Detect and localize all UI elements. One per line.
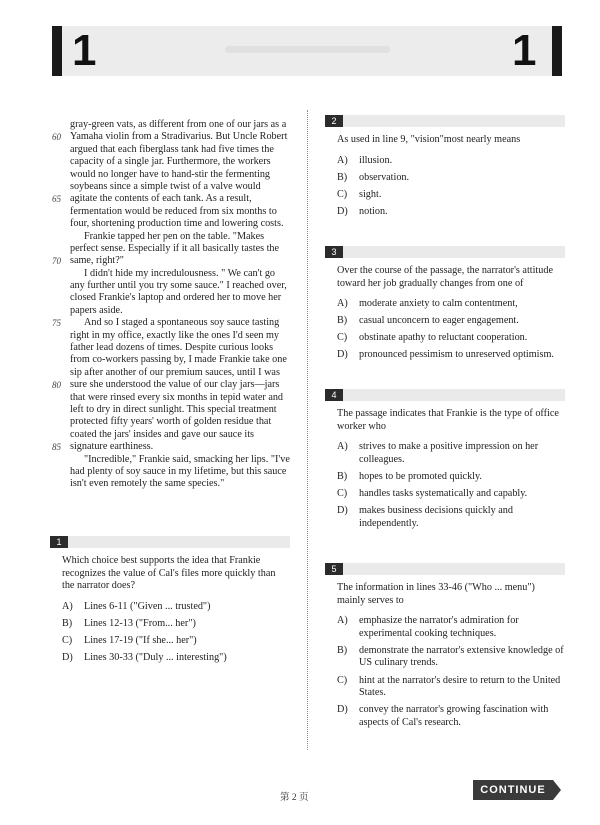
choice-text: illusion. <box>359 154 393 166</box>
choice-letter: B) <box>337 470 348 482</box>
passage-line <box>70 268 296 280</box>
choice-text: pronounced pessimism to unreserved optimism. <box>359 349 554 361</box>
passage-line <box>70 429 296 441</box>
question-number: 2 <box>325 115 343 127</box>
question-number-bar <box>325 389 565 401</box>
choice-letter: A) <box>337 441 348 453</box>
question-stem: Which choice best supports the idea that Frankie recognizes the value of Cal's files more quickly than the narrator does? <box>62 555 276 592</box>
question-number: 1 <box>50 536 68 548</box>
question-1 <box>50 536 297 669</box>
passage-line-text: signature earthiness. <box>70 441 154 453</box>
passage-line-text: sure she understood the value of our clay jars—jars <box>70 379 280 391</box>
choice-letter: A) <box>337 615 348 627</box>
choice-text: sight. <box>359 188 382 200</box>
choice-letter: B) <box>337 644 348 656</box>
answer-choice[interactable] <box>337 349 572 362</box>
answer-choice[interactable] <box>337 155 572 168</box>
choice-letter: D) <box>337 205 348 217</box>
question-3 <box>325 246 572 367</box>
choice-letter: C) <box>337 487 348 499</box>
passage-line-text: coated the jars' insides and gave our sauce its <box>70 428 255 440</box>
passage-line-text: same, right?" <box>70 255 124 267</box>
passage-line <box>70 454 296 466</box>
passage-line <box>70 169 296 181</box>
question-number: 5 <box>325 563 343 575</box>
passage-line <box>70 367 296 379</box>
passage-line <box>70 478 296 490</box>
choice-text: Lines 6-11 ("Given ... trusted") <box>84 600 211 612</box>
question-2 <box>325 115 572 223</box>
passage-line-text: papers aside. <box>70 304 123 316</box>
choice-letter: A) <box>62 600 73 612</box>
passage-line-text: And so I staged a spontaneous soy sauce tasting <box>84 317 280 329</box>
question-5 <box>325 563 572 734</box>
passage-line-text: from co-workers passing by, I made Frankie take one <box>70 354 287 366</box>
continue-arrow-icon <box>553 780 561 800</box>
passage-line <box>52 441 296 453</box>
passage-line-text: would no longer have to hand-stir the fermenting <box>70 168 271 180</box>
choice-letter: A) <box>337 154 348 166</box>
answer-choices <box>325 441 572 530</box>
reading-passage <box>52 119 296 491</box>
passage-line-text: fermentation would be reduced from six months to <box>70 205 277 217</box>
passage-line-text: argued that each fiberglass tank had five times the <box>70 143 274 155</box>
choice-letter: D) <box>337 505 348 517</box>
passage-line-text: protected fifty years' worth of golden residue that <box>70 416 272 428</box>
answer-choice[interactable] <box>337 645 572 670</box>
answer-choice[interactable] <box>337 675 572 700</box>
answer-choice[interactable] <box>337 615 572 640</box>
passage-line <box>70 330 296 342</box>
section-header-left-bar <box>52 26 62 76</box>
question-number-bar <box>325 563 565 575</box>
choice-text: obstinate apathy to reluctant cooperation. <box>359 332 528 344</box>
question-number: 4 <box>325 389 343 401</box>
section-header-right-bar <box>552 26 562 76</box>
choice-letter: B) <box>337 315 348 327</box>
passage-line <box>70 156 296 168</box>
passage-line <box>70 404 296 416</box>
answer-choice[interactable] <box>337 332 572 345</box>
line-number: 65 <box>52 194 61 205</box>
column-divider <box>307 110 308 750</box>
answer-choice[interactable] <box>337 315 572 328</box>
answer-choice[interactable] <box>337 704 572 729</box>
line-number: 80 <box>52 380 61 391</box>
choice-text: casual unconcern to eager engagement. <box>359 315 519 327</box>
passage-line <box>52 317 296 329</box>
continue-button[interactable] <box>473 780 561 800</box>
choice-text: notion. <box>359 205 388 217</box>
choice-letter: B) <box>62 617 73 629</box>
line-number: 85 <box>52 442 61 453</box>
passage-line <box>70 416 296 428</box>
passage-line-text: four, shortening production time and lowering costs. <box>70 218 284 230</box>
passage-line-text: gray-green vats, as different from one of our jars as a <box>70 119 287 130</box>
answer-choice[interactable] <box>62 635 297 648</box>
continue-label[interactable]: CONTINUE <box>473 780 553 800</box>
choice-letter: D) <box>337 349 348 361</box>
passage-line-text: closed Frankie's laptop and ordered her to move her <box>70 292 282 304</box>
passage-line <box>52 255 296 267</box>
answer-choices <box>325 298 572 362</box>
passage-line <box>70 243 296 255</box>
answer-choice[interactable] <box>337 441 572 466</box>
question-stem: Over the course of the passage, the narrator's attitude toward her job gradually changes from one of <box>337 265 553 289</box>
passage-line-text: isn't even remotely the same species." <box>70 478 225 490</box>
question-number-bar <box>325 115 565 127</box>
choice-text: Lines 17-19 ("If she... her") <box>84 634 197 646</box>
choice-letter: D) <box>62 652 73 664</box>
answer-choice[interactable] <box>62 618 297 631</box>
passage-line <box>52 379 296 391</box>
passage-line-text: perfect sense. Especially if it all basically tastes the <box>70 242 280 254</box>
choice-text: hint at the narrator's desire to return to the United States. <box>359 674 561 699</box>
passage-line <box>70 231 296 243</box>
passage-line-text: capacity of a single jar. Furthermore, the workers <box>70 156 271 168</box>
answer-choice[interactable] <box>337 298 572 311</box>
choice-letter: C) <box>337 332 348 344</box>
passage-line <box>70 466 296 478</box>
choice-letter: C) <box>337 188 348 200</box>
header-center-strip <box>225 46 390 53</box>
passage-line <box>70 354 296 366</box>
passage-line <box>70 206 296 218</box>
answer-choice[interactable] <box>337 206 572 219</box>
choice-text: strives to make a positive impression on her colleagues. <box>359 441 539 465</box>
choice-letter: C) <box>337 674 348 686</box>
choice-letter: C) <box>62 634 73 646</box>
question-4 <box>325 389 572 535</box>
passage-line <box>70 305 296 317</box>
choice-text: convey the narrator's growing fascination with aspects of Cal's research. <box>359 704 549 728</box>
passage-line-text: right in my office, exactly like the ones I'd seen my <box>70 329 280 341</box>
answer-choices <box>50 601 297 665</box>
choice-text: handles tasks systematically and capably. <box>359 487 528 499</box>
answer-choices <box>325 155 572 219</box>
choice-text: Lines 12-13 ("From... her") <box>84 617 196 629</box>
choice-text: demonstrate the narrator's extensive knowledge of US culinary trends. <box>359 644 564 669</box>
section-number-right: 1 <box>512 26 537 75</box>
choice-letter: B) <box>337 171 348 183</box>
question-stem: The passage indicates that Frankie is the type of office worker who <box>337 408 559 432</box>
passage-line-text: father lead dozens of times. Despite curious looks <box>70 342 274 354</box>
passage-line <box>70 342 296 354</box>
passage-line-text: left to dry in direct sunlight. This special treatment <box>70 403 277 415</box>
answer-choice[interactable] <box>337 471 572 484</box>
choice-letter: A) <box>337 298 348 310</box>
line-number: 60 <box>52 132 61 143</box>
passage-line-text: had plenty of soy sauce in my lifetime, but this sauce <box>70 465 287 477</box>
passage-line-text: that were rinsed every six months in tepid water and <box>70 391 284 403</box>
choice-text: makes business decisions quickly and independently. <box>359 505 513 529</box>
choice-text: moderate anxiety to calm contentment, <box>359 298 518 310</box>
choice-text: observation. <box>359 171 410 183</box>
choice-text: hopes to be promoted quickly. <box>359 470 482 482</box>
passage-line-text: Frankie tapped her pen on the table. "Makes <box>84 230 265 242</box>
passage-line <box>70 392 296 404</box>
passage-line <box>52 131 296 143</box>
passage-line <box>70 218 296 230</box>
answer-choice[interactable] <box>337 172 572 185</box>
answer-choice[interactable] <box>337 189 572 202</box>
passage-line <box>52 193 296 205</box>
choice-text: Lines 30-33 ("Duly ... interesting") <box>84 652 227 664</box>
question-number-bar <box>325 246 565 258</box>
choice-letter: D) <box>337 704 348 716</box>
answer-choice[interactable] <box>337 488 572 501</box>
answer-choice[interactable] <box>62 652 297 665</box>
answer-choice[interactable] <box>62 601 297 614</box>
choice-text: emphasize the narrator's admiration for experimental cooking techniques. <box>359 615 519 639</box>
section-number-left: 1 <box>72 26 97 75</box>
question-number-bar <box>50 536 290 548</box>
passage-line-text: sip after another of our premium sauces, until I was <box>70 366 280 378</box>
passage-line <box>70 181 296 193</box>
passage-line <box>70 119 296 131</box>
passage-line-text: I didn't hide my incredulousness. " We can't go <box>84 267 276 279</box>
question-number: 3 <box>325 246 343 258</box>
passage-line-text: any further until you try some sauce." I reached over, <box>70 280 287 292</box>
page-number: 第 2 页 <box>280 793 309 803</box>
line-number: 75 <box>52 318 61 329</box>
line-number: 70 <box>52 256 61 267</box>
passage-line <box>70 144 296 156</box>
passage-line-text: agitate the contents of each tank. As a result, <box>70 193 252 205</box>
passage-line-text: "Incredible," Frankie said, smacking her lips. "I've <box>84 453 290 465</box>
passage-line <box>70 292 296 304</box>
question-stem: As used in line 9, "vision"most nearly means <box>337 134 521 145</box>
question-stem: The information in lines 33-46 ("Who ... menu") mainly serves to <box>337 582 535 606</box>
answer-choices <box>325 615 572 729</box>
passage-line-text: soybeans since a simple twist of a valve would <box>70 180 261 192</box>
passage-line <box>70 280 296 292</box>
answer-choice[interactable] <box>337 505 572 530</box>
passage-line-text: Yamaha violin from a Stradivarius. But Uncle Robert <box>70 131 288 143</box>
